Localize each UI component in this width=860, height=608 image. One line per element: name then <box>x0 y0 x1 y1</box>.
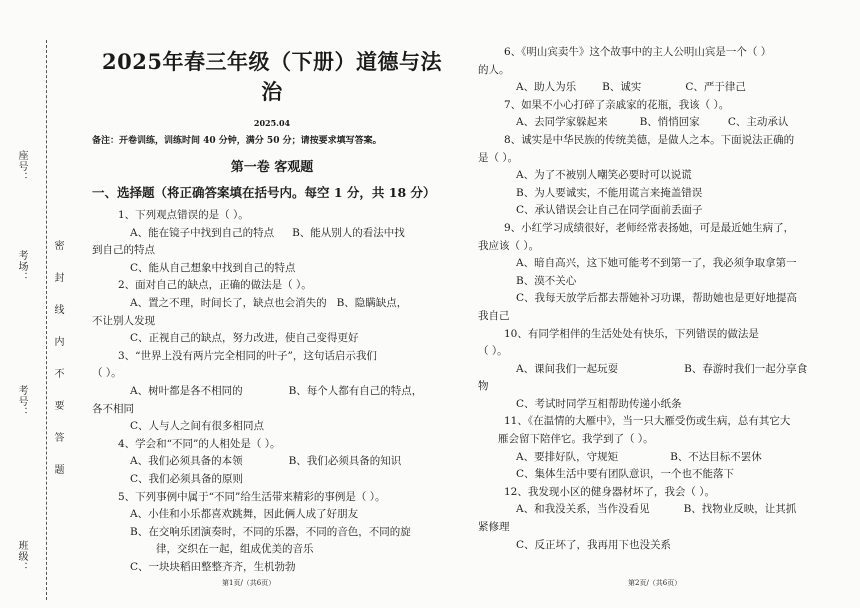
option-a[interactable]: A、助人为乐 <box>516 81 577 94</box>
question-12: 12、我发现小区的健身器材坏了，我会（ ）。 A、和我没关系，当作没看见 B、找物业反映，让其抓 紧修理 C、反正坏了，我再用下也没关系 <box>478 484 830 554</box>
option-c[interactable]: C、严于律己 <box>685 81 746 94</box>
question-4: 4、学会和“不同”的人相处是（ ）。 A、我们必须具备的本领 B、我们必须具备的知识 C、我们必须具备的原则 <box>92 436 452 489</box>
option-b[interactable]: B、春游时我们一起分享食 <box>684 362 808 375</box>
option-c[interactable]: C、主动承认 <box>727 116 789 129</box>
option-b[interactable]: B、在交响乐团演奏时，不同的乐器，不同的音色，不同的旋 <box>130 525 411 538</box>
question-1: 1、下列观点错误的是（ ）。 A、能在镜子中找到自己的特点 B、能从别人的看法中找 到自己的特点 C、能从自己想象中找到自己的特点 <box>92 207 452 277</box>
option-c[interactable]: C、反正坏了，我再用下也没关系 <box>516 538 672 551</box>
option-c[interactable]: C、承认错误会让自己在同学面前丢面子 <box>516 204 703 217</box>
option-b[interactable]: B、隐瞒缺点， <box>336 296 408 309</box>
page-footer-2: 第2页/（共6页） <box>628 579 682 587</box>
question-10: 10、有同学相伴的生活处处有快乐，下列错误的做法是 （ ）。 A、课间我们一起玩耍 B、春游时我们一起分享食 物 C、考试时同学互相帮助传递小纸条 <box>478 326 830 414</box>
option-a[interactable]: A、树叶都是各不相同的 <box>130 384 243 397</box>
class-label: 班级： <box>16 540 27 573</box>
option-c[interactable]: C、能从自己想象中找到自己的特点 <box>130 261 296 274</box>
question-6: 6、《明山宾卖牛》这个故事中的主人公明山宾是一个（ ） 的人。 A、助人为乐 B、诚实 C、严于律己 <box>478 44 830 97</box>
option-c[interactable]: C、考试时同学互相帮助传递小纸条 <box>516 397 682 410</box>
right-column <box>478 44 830 554</box>
room-label: 考场： <box>16 250 27 283</box>
question-5: 5、下列事例中属于“不同”给生活带来精彩的事例是（ ）。 A、小佳和小乐都喜欢跳舞，因此俩人成了好朋友 B、在交响乐团演奏时，不同的乐器，不同的音色，不同的旋 律，交织在一起，组成优美的音乐 C、一块块稻田整整齐齐，生机勃勃 <box>92 489 452 577</box>
left-column <box>92 46 452 576</box>
option-c[interactable]: C、我每天放学后都去帮她补习功课，帮助她也是更好地提高 <box>516 292 798 305</box>
option-c[interactable]: C、正视自己的缺点，努力改进，使自己变得更好 <box>130 332 359 345</box>
option-c[interactable]: C、一块块稻田整整齐齐，生机勃勃 <box>130 560 296 573</box>
option-c[interactable]: C、我们必须具备的原则 <box>130 472 244 485</box>
question-11: 11、《在温情的大雁中》，当一只大雁受伤或生病，总有其它大 雁会留下陪伴它。我学到了（ ）。 A、要排好队，守规矩 B、不达目标不罢休 C、集体生活中要有团队意识，一个也不能落下 <box>478 413 830 483</box>
option-b[interactable]: B、能从别人的看法中找 <box>292 226 405 239</box>
option-a[interactable]: A、置之不理，时间长了，缺点也会消失的 <box>130 296 327 309</box>
page-title: 2025年春三年级（下册）道德与法治 <box>102 49 442 104</box>
option-a[interactable]: A、能在镜子中找到自己的特点 <box>130 226 275 239</box>
exam-note: 备注：开卷训练，训练时间 40 分钟，满分 50 分；请按要求填写答案。 <box>92 136 382 146</box>
binding-margin <box>0 0 62 608</box>
seal-line <box>46 40 47 600</box>
exam-date: 2025.04 <box>253 118 291 128</box>
option-a[interactable]: A、小佳和小乐都喜欢跳舞，因此俩人成了好朋友 <box>130 508 359 521</box>
question-8: 8、诚实是中华民族的传统美德，是做人之本。下面说法正确的 是（ ）。 A、为了不被别人嘲笑必要时可以说谎 B、为人要诚实，不能用谎言来掩盖错误 C、承认错误会让自己在同学面前丢面子 <box>478 132 830 220</box>
exam-number-label: 考号： <box>16 385 27 418</box>
question-2: 2、面对自己的缺点，正确的做法是（ ）。 A、置之不理，时间长了，缺点也会消失的 B、隐瞒缺点， 不让别人发现 C、正视自己的缺点，努力改进，使自己变得更好 <box>92 277 452 347</box>
part-heading: 一、选择题（将正确答案填在括号内。每空 1 分，共 18 分） <box>92 185 436 200</box>
option-b[interactable]: B、不达目标不罢休 <box>670 450 762 463</box>
option-a[interactable]: A、我们必须具备的本领 <box>130 455 243 468</box>
option-b[interactable]: B、为人要诚实，不能用谎言来掩盖错误 <box>516 186 703 199</box>
option-a[interactable]: A、去同学家躲起来 <box>516 116 608 129</box>
option-b[interactable]: B、悄悄回家 <box>639 116 700 129</box>
option-a[interactable]: A、为了不被别人嘲笑必要时可以说谎 <box>516 169 692 182</box>
option-b[interactable]: B、找物业反映，让其抓 <box>683 503 797 516</box>
option-a[interactable]: A、要排好队，守规矩 <box>516 450 619 463</box>
option-a[interactable]: A、课间我们一起玩耍 <box>516 362 619 375</box>
option-c[interactable]: C、集体生活中要有团队意识，一个也不能落下 <box>516 468 735 481</box>
question-3: 3、“世界上没有两片完全相同的叶子”，这句话启示我们 （ ）。 A、树叶都是各不相同的 B、每个人都有自己的特点， 各不相同 C、人与人之间有很多相同点 <box>92 348 452 436</box>
option-b[interactable]: B、诚实 <box>602 81 642 94</box>
option-b[interactable]: B、漠不关心 <box>516 274 577 287</box>
volume-heading: 第一卷 客观题 <box>230 160 314 175</box>
option-b[interactable]: B、每个人都有自己的特点， <box>288 384 423 397</box>
question-7: 7、如果不小心打碎了亲戚家的花瓶，我该（ ）。 A、去同学家躲起来 B、悄悄回家 C、主动承认 <box>478 97 830 132</box>
option-a[interactable]: A、和我没关系，当作没看见 <box>516 503 650 516</box>
question-9: 9、小红学习成绩很好，老师经常表扬她，可是最近她生病了， 我应该（ ）。 A、暗自高兴，这下她可能考不到第一了，我必须争取拿第一 B、漠不关心 C、我每天放学后都去帮她补习功课，帮助她也是更好地提高 我自己 <box>478 220 830 326</box>
page-footer-1: 第1页/（共6页） <box>222 579 276 587</box>
option-b[interactable]: B、我们必须具备的知识 <box>288 455 402 468</box>
option-c[interactable]: C、人与人之间有很多相同点 <box>130 420 265 433</box>
seal-text: 密封线内不要答题 <box>52 240 63 496</box>
seat-label: 座号： <box>16 150 27 183</box>
option-a[interactable]: A、暗自高兴，这下她可能考不到第一了，我必须争取拿第一 <box>516 257 797 270</box>
